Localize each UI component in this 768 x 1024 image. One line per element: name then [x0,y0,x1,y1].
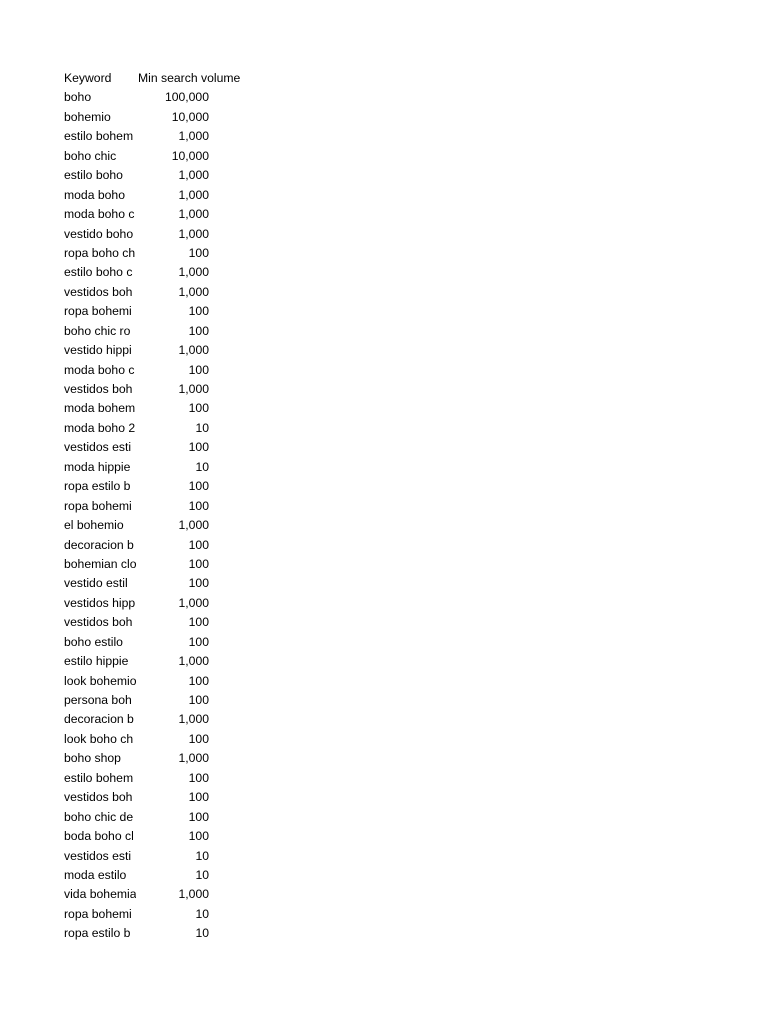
keyword-cell: estilo hippie [64,654,129,669]
volume-cell: 1,000 [178,207,209,222]
keyword-cell: look boho ch [64,731,134,746]
volume-cell: 100 [188,693,209,707]
volume-cell: 1,000 [178,226,209,241]
keyword-cell: boho [64,90,92,105]
volume-cell: 100 [188,401,209,416]
keyword-cell: vestido boho [64,226,134,241]
volume-cell: 10 [195,420,209,435]
volume-cell: 100 [188,245,209,260]
keyword-cell: vestidos esti [64,440,132,455]
keyword-cell: ropa bohemi [64,906,132,921]
keyword-cell: bohemian clo [64,556,136,571]
volume-cell: 100 [188,673,209,688]
volume-cell: 100,000 [164,90,209,105]
keyword-cell: ropa bohemi [64,498,132,513]
keyword-cell: ropa estilo b [64,479,131,494]
volume-cell: 100 [188,829,209,844]
volume-cell: 1,000 [178,187,209,202]
keyword-cell: moda boho c [64,207,135,222]
volume-cell: 100 [188,790,209,805]
volume-cell: 100 [188,809,209,824]
keyword-cell: decoracion b [64,537,134,552]
keyword-cell: estilo boho [64,168,123,183]
volume-column-header: Min search volume [138,71,241,85]
keyword-cell: estilo bohem [64,770,134,785]
volume-cell: 100 [188,362,209,377]
volume-cell: 100 [188,731,209,746]
keyword-cell: ropa estilo b [64,926,131,941]
volume-cell: 1,000 [178,887,209,902]
keyword-cell: boho chic de [64,809,134,824]
keyword-cell: moda estilo [64,867,127,882]
volume-cell: 1,000 [178,343,209,358]
volume-cell: 10 [195,848,209,863]
volume-cell: 100 [188,556,209,571]
volume-cell: 1,000 [178,129,209,144]
volume-cell: 100 [188,615,209,630]
volume-cell: 100 [188,479,209,494]
keyword-cell: moda boho 2 [64,420,136,435]
keyword-cell: vestidos esti [64,848,132,863]
volume-cell: 10 [195,926,209,941]
keyword-cell: moda bohem [64,401,136,416]
keyword-cell: boho shop [64,751,121,766]
keyword-cell: look bohemio [64,673,136,688]
keyword-cell: vestidos boh [64,615,133,630]
keyword-cell: moda hippie [64,459,131,474]
keyword-cell: ropa boho ch [64,245,136,260]
keyword-cell: boho estilo [64,634,123,649]
volume-cell: 10 [195,906,209,921]
volume-cell: 100 [188,634,209,649]
volume-cell: 1,000 [178,751,209,766]
volume-cell: 1,000 [178,284,209,299]
keyword-cell: vestidos boh [64,284,133,299]
volume-cell: 100 [188,498,209,513]
keyword-cell: vida bohemia [64,887,136,902]
volume-cell: 1,000 [178,168,209,183]
volume-cell: 1,000 [178,595,209,610]
volume-cell: 10 [195,459,209,474]
volume-cell: 10,000 [171,109,209,124]
volume-cell: 100 [188,537,209,552]
volume-cell: 1,000 [178,654,209,669]
keyword-cell: boda boho cl [64,829,134,844]
keyword-cell: ropa bohemi [64,304,132,319]
volume-cell: 100 [188,304,209,319]
keyword-cell: el bohemio [64,518,124,533]
keyword-cell: vestidos boh [64,382,133,396]
keyword-cell: vestidos boh [64,790,133,805]
keyword-cell: vestido estil [64,576,128,591]
keyword-cell: vestidos hipp [64,595,136,610]
volume-cell: 100 [188,576,209,591]
volume-cell: 10 [195,867,209,882]
keyword-cell: boho chic ro [64,323,131,338]
keyword-cell: moda boho [64,187,125,202]
keyword-column-header: Keyword [64,71,112,85]
volume-cell: 10,000 [171,148,209,163]
keyword-cell: bohemio [64,109,111,124]
volume-cell: 1,000 [178,265,209,280]
volume-cell: 1,000 [178,382,209,396]
volume-cell: 100 [188,323,209,338]
volume-cell: 100 [188,440,209,455]
keyword-cell: vestido hippi [64,343,132,358]
keyword-cell: estilo bohem [64,129,134,144]
keyword-cell: boho chic [64,148,117,163]
keyword-cell: persona boh [64,693,132,707]
keyword-cell: estilo boho c [64,265,133,280]
keyword-cell: decoracion b [64,712,134,727]
volume-cell: 1,000 [178,712,209,727]
volume-cell: 1,000 [178,518,209,533]
keyword-cell: moda boho c [64,362,135,377]
volume-cell: 100 [188,770,209,785]
